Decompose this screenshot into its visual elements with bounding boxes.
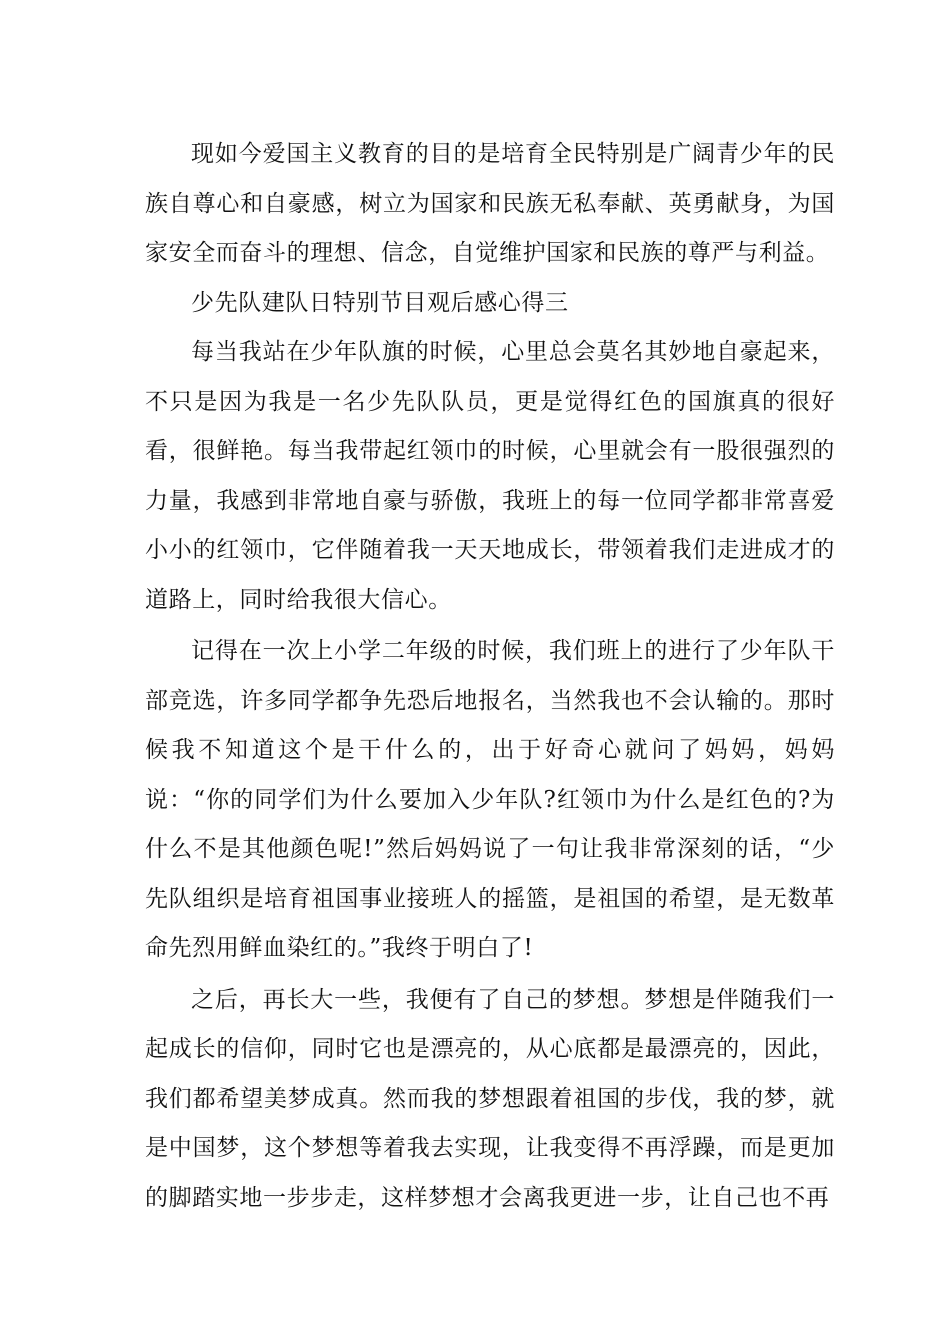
paragraph-dream: 之后，再长大一些，我便有了自己的梦想。梦想是伴随我们一起成长的信仰，同时它也是漂亮的，从心底都是最漂亮的，因此，我们都希望美梦成真。然而我的梦想跟着祖国的步伐，我的梦，就是中国梦，这个梦想等着我去实现，让我变得不再浮躁，而是更加的脚踏实地一步步走，这样梦想才会离我更进一步，让自己也不再: [145, 986, 835, 1211]
section-heading: 少先队建队日特别节目观后感心得三: [191, 289, 569, 316]
document-page: [145, 130, 835, 1223]
paragraph-election: 记得在一次上小学二年级的时候，我们班上的进行了少年队干部竞选，许多同学都争先恐后地报名，当然我也不会认输的。那时候我不知道这个是干什么的，出于好奇心就问了妈妈，妈妈说：“你的同学们为什么要加入少年队?红领巾为什么是红色的?为什么不是其他颜色呢!”然后妈妈说了一句让我非常深刻的话，“少先队组织是培育祖国事业接班人的摇篮，是祖国的希望，是无数革命先烈用鲜血染红的。”我终于明白了!: [145, 638, 835, 961]
paragraph-intro: 现如今爱国主义教育的目的是培育全民特别是广阔青少年的民族自尊心和自豪感，树立为国家和民族无私奉献、英勇献身，为国家安全而奋斗的理想、信念，自觉维护国家和民族的尊严与利益。: [145, 141, 835, 266]
paragraph-flag: 每当我站在少年队旗的时候，心里总会莫名其妙地自豪起来，不只是因为我是一名少先队队员，更是觉得红色的国旗真的很好看，很鲜艳。每当我带起红领巾的时候，心里就会有一股很强烈的力量，我感到非常地自豪与骄傲，我班上的每一位同学都非常喜爱小小的红领巾，它伴随着我一天天地成长，带领着我们走进成才的道路上，同时给我很大信心。: [145, 339, 835, 613]
